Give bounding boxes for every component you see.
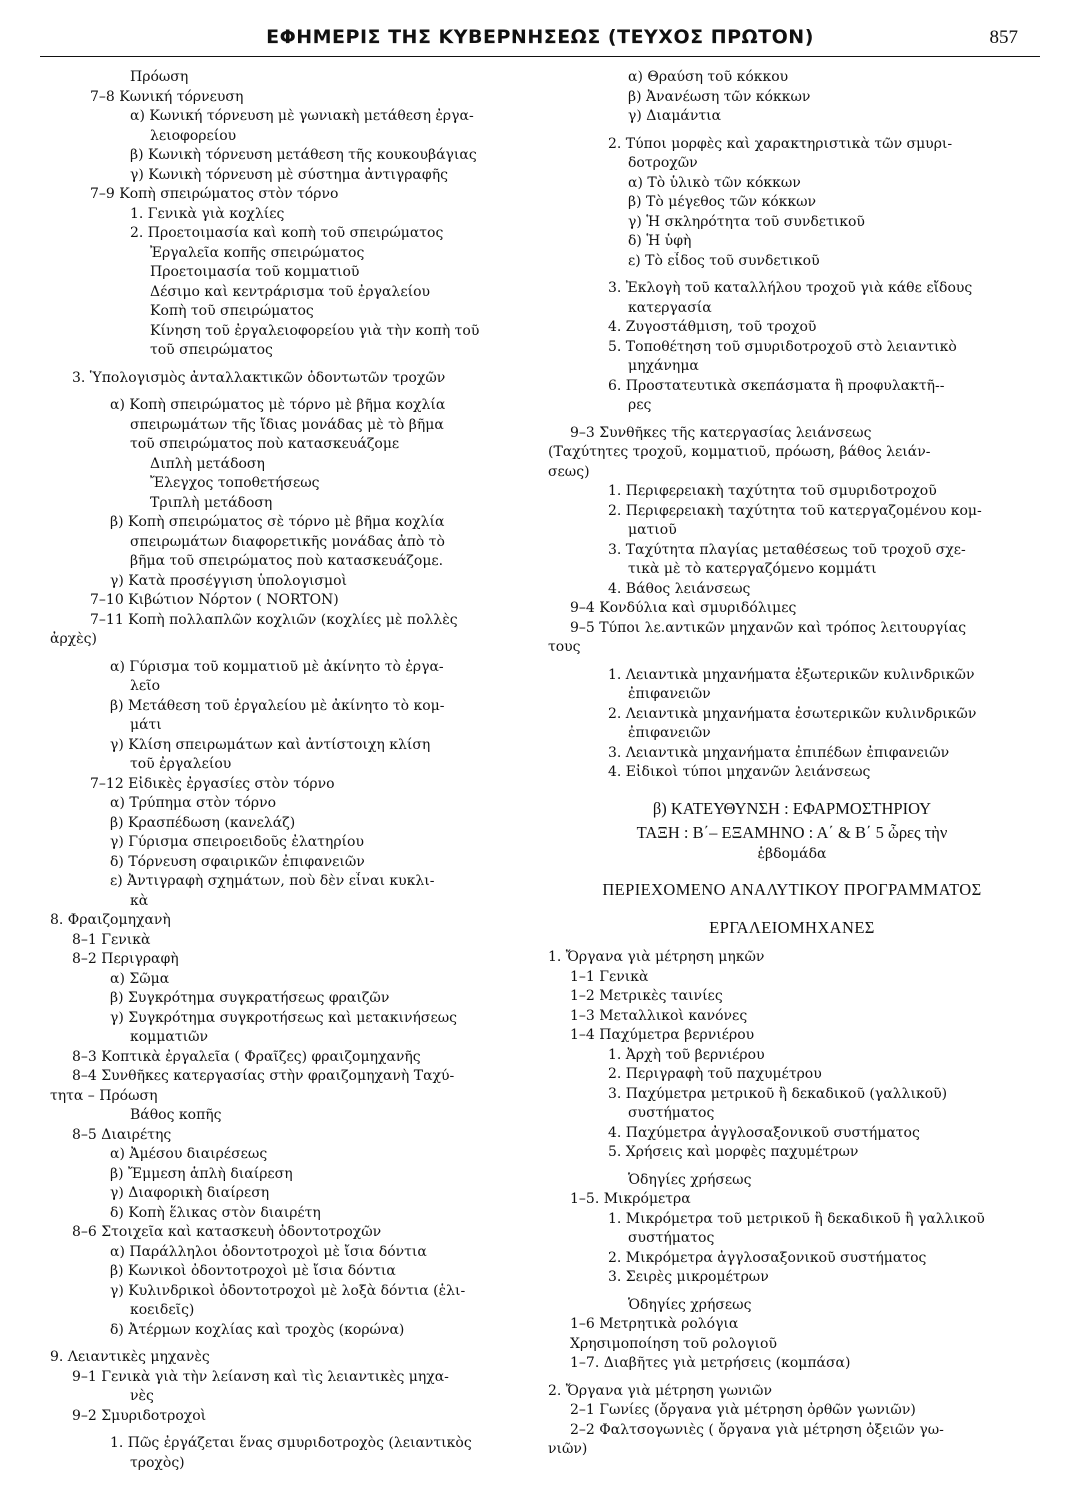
section-heading: 7–9 Κοπὴ σπειρώματος στὸν τόρνο	[90, 186, 339, 202]
machine-tools-heading: ΕΡΓΑΛΕΙΟΜΗΧΑΝΕΣ	[709, 918, 875, 937]
section-heading: 1–1 Γενικὰ	[570, 968, 649, 985]
section-heading: 8–2 Περιγραφὴ	[72, 951, 179, 967]
text-line: 2. Μικρόμετρα ἀγγλοσαξονικοῦ συστήματος	[608, 1249, 927, 1266]
page-number: 857	[989, 27, 1018, 48]
right-column	[548, 68, 1036, 1460]
text-line: λειοφορείου	[150, 127, 237, 144]
text-line: α) Θραύση τοῦ κόκκου	[628, 69, 789, 85]
text-line: Κοπὴ τοῦ σπειρώματος	[150, 303, 314, 319]
text-line: α) Κωνική τόρνευση μὲ γωνιακὴ μετάθεση ἐργα-	[130, 108, 474, 124]
section-heading: 7–11 Κοπὴ πολλαπλῶν κοχλιῶν (κοχλίες μὲ πολλὲς	[90, 611, 458, 628]
text-line: 4. Ζυγοστάθμιση, τοῦ τροχοῦ	[608, 319, 817, 335]
text-line: κατεργασία	[628, 299, 712, 316]
text-line: γ) Κωνικὴ τόρνευση μὲ σύστημα ἀντιγραφῆς	[130, 166, 448, 183]
section-heading: 8–6 Στοιχεῖα καὶ κατασκευὴ ὀδοντοτροχῶν	[72, 1224, 382, 1240]
text-line: δ) Ἡ ὑφὴ	[628, 233, 692, 249]
text-line: Ὁδηγίες χρήσεως	[628, 1171, 752, 1188]
text-line: γ) Γύρισμα σπειροειδοῦς ἐλατηρίου	[110, 834, 364, 850]
text-line: λεῖο	[130, 678, 161, 694]
text-line: ἐπιφανειῶν	[628, 686, 711, 702]
text-line: τοῦ σπειρώματος ποὺ κατασκευάζομε	[130, 436, 400, 452]
text-line: 5. Τοποθέτηση τοῦ σμυριδοτροχοῦ στὸ λειαντικὸ	[608, 338, 957, 355]
section-heading: 9–3 Συνθῆκες τῆς κατεργασίας λειάνσεως	[570, 424, 872, 441]
text-line: 1. Λειαντικὰ μηχανήματα ἐξωτερικῶν κυλινδρικῶν	[608, 666, 975, 683]
text-line: γ) Κλίση σπειρωμάτων καὶ ἀντίστοιχη κλίση	[110, 736, 431, 753]
text-line: κὰ	[130, 892, 149, 909]
left-column	[50, 68, 538, 1473]
text-line: σπειρωμάτων διαφορετικῆς μονάδας ἀπὸ τὸ	[130, 533, 445, 550]
direction-heading: β) ΚΑΤΕΥΘΥΝΣΗ : ΕΦΑΡΜΟΣΤΗΡΙΟΥ	[652, 798, 932, 818]
text-line: β) Ἀνανέωση τῶν κόκκων	[628, 88, 811, 105]
text-line: 2. Περιγραφὴ τοῦ παχυμέτρου	[608, 1066, 822, 1082]
gazette-title: ΕΦΗΜΕΡΙΣ ΤΗΣ ΚΥΒΕΡΝΗΣΕΩΣ (ΤΕΥΧΟΣ ΠΡΩΤΟΝ)	[266, 26, 814, 48]
chapter-heading: 1. Ὄργανα γιὰ μέτρηση μηκῶν	[548, 949, 765, 965]
section-heading: 9–1 Γενικὰ γιὰ τὴν λείανση καὶ τὶς λειαντικὲς μηχα-	[72, 1368, 449, 1385]
text-line: σπειρωμάτων τῆς ἴδιας μονάδας μὲ τὸ βῆμα	[130, 416, 444, 433]
text-line: ε) Τὸ εἶδος τοῦ συνδετικοῦ	[628, 252, 820, 269]
text-line: τητα – Πρόωση	[50, 1087, 158, 1104]
section-heading: 9–5 Τύποι λε.αντικῶν μηχανῶν καὶ τρόπος λειτουργίας	[570, 619, 967, 636]
text-line: τοῦ σπειρώματος	[150, 342, 273, 358]
text-line: Βάθος κοπῆς	[130, 1107, 222, 1123]
text-line: κοειδεῖς)	[130, 1302, 195, 1318]
text-line: ρες	[628, 397, 652, 413]
section-heading: 1–2 Μετρικὲς ταινίες	[570, 988, 723, 1004]
section-heading: 9–2 Σμυριδοτροχοὶ	[72, 1407, 207, 1424]
text-line: Χρησιμοποίηση τοῦ ρολογιοῦ	[570, 1335, 777, 1352]
text-line: 3. Ἐκλογὴ τοῦ καταλλήλου τροχοῦ γιὰ κάθε εἴδους	[608, 280, 973, 296]
text-line: β) Κωνικοὶ ὀδοντοτροχοὶ μὲ ἴσια δόντια	[110, 1263, 396, 1279]
header-rule	[40, 56, 1040, 57]
text-line: Πρόωση	[130, 69, 189, 85]
class-semester-line-cont: ἑβδομάδα	[757, 845, 827, 862]
section-heading: 8–4 Συνθῆκες κατεργασίας στὴν φραιζομηχανὴ Ταχύ-	[72, 1068, 455, 1084]
text-line: σεως)	[548, 463, 590, 480]
text-line: ε) Ἀντιγραφὴ σχημάτων, ποὺ δὲν εἶναι κυκλι-	[110, 873, 435, 889]
text-line: ἐπιφανειῶν	[628, 725, 711, 741]
text-line: 1. Περιφερειακὴ ταχύτητα τοῦ σμυριδοτροχοῦ	[608, 483, 937, 499]
section-heading: 1–3 Μεταλλικοὶ κανόνες	[570, 1007, 748, 1024]
text-line: 3. Ταχύτητα πλαγίας μεταθέσεως τοῦ τροχοῦ σχε-	[608, 541, 966, 558]
text-line: α) Γύρισμα τοῦ κομματιοῦ μὲ ἀκίνητο τὸ ἐργα-	[110, 658, 444, 675]
text-line: β) Τὸ μέγεθος τῶν κόκκων	[628, 194, 817, 210]
text-line: α) Τὸ ὑλικὸ τῶν κόκκων	[628, 174, 801, 191]
text-line: γ) Κατὰ προσέγγιση ὑπολογισμοὶ	[110, 572, 348, 589]
section-heading: 1–4 Παχύμετρα βερνιέρου	[570, 1027, 755, 1043]
text-line: Δέσιμο καὶ κεντράρισμα τοῦ ἐργαλείου	[150, 283, 431, 300]
text-line: 4. Παχύμετρα ἀγγλοσαξονικοῦ συστήματος	[608, 1124, 920, 1141]
section-heading: 7–8 Κωνική τόρνευση	[90, 88, 244, 105]
text-line: κομματιῶν	[130, 1029, 208, 1045]
chapter-heading: 9. Λειαντικὲς μηχανὲς	[50, 1349, 210, 1365]
curriculum-heading: ΠΕΡΙΕΧΟΜΕΝΟ ΑΝΑΛΥΤΙΚΟΥ ΠΡΟΓΡΑΜΜΑΤΟΣ	[602, 880, 982, 899]
text-line: 2. Περιφερειακὴ ταχύτητα τοῦ κατεργαζομένου κομ-	[608, 502, 982, 519]
text-line: δ) Ἀτέρμων κοχλίας καὶ τροχὸς (κορώνα)	[110, 1321, 405, 1338]
text-line: συστήματος	[628, 1105, 715, 1121]
section-heading: 2–2 Φαλτσογωνιὲς ( ὄργανα γιὰ μέτρηση ὀξειῶν γω-	[570, 1421, 944, 1438]
text-line: α) Ἀμέσου διαιρέσεως	[110, 1146, 268, 1162]
text-line: 1. Μικρόμετρα τοῦ μετρικοῦ ἢ δεκαδικοῦ ἢ γαλλικοῦ	[608, 1210, 985, 1227]
text-line: νὲς	[130, 1388, 154, 1404]
text-line: τοῦ ἐργαλείου	[130, 756, 232, 772]
text-line: 3. Σειρὲς μικρομέτρων	[608, 1269, 769, 1285]
chapter-heading: 2. Ὄργανα γιὰ μέτρηση γωνιῶν	[548, 1382, 772, 1399]
text-line: β) Κρασπέδωση (κανελάζ)	[110, 814, 296, 831]
text-line: συστήματος	[628, 1230, 715, 1246]
section-heading: 8–1 Γενικὰ	[72, 931, 151, 948]
text-line: α) Παράλληλοι ὀδοντοτροχοὶ μὲ ἴσια δόντια	[110, 1243, 427, 1260]
text-line: γ) Διαμάντια	[628, 108, 722, 124]
section-heading: 3. Ὑπολογισμὸς ἀνταλλακτικῶν ὀδοντωτῶν τροχῶν	[72, 369, 446, 386]
section-heading: 8–3 Κοπτικὰ ἐργαλεῖα ( Φραῖζες) φραιζομηχανῆς	[72, 1048, 421, 1065]
text-line: Ἐργαλεῖα κοπῆς σπειρώματος	[150, 244, 365, 261]
text-line: νιῶν)	[548, 1441, 588, 1457]
class-semester-line: ΤΑΞΗ : Β΄– ΕΞΑΜΗΝΟ : Α΄ & Β΄ 5 ὧρες τὴν	[636, 822, 948, 842]
text-line: β) Ἔμμεση ἁπλὴ διαίρεση	[110, 1165, 293, 1182]
section-heading: 1–5. Μικρόμετρα	[570, 1191, 691, 1207]
text-line: 4. Βάθος λειάνσεως	[608, 580, 751, 597]
section-heading: 8–5 Διαιρέτης	[72, 1126, 172, 1143]
text-line: β) Κωνικὴ τόρνευση μετάθεση τῆς κουκουβάγιας	[130, 147, 477, 163]
text-line: γ) Ἡ σκληρότητα τοῦ συνδετικοῦ	[628, 213, 865, 230]
text-line: μηχάνημα	[628, 358, 699, 374]
text-line: β) Κοπὴ σπειρώματος σὲ τόρνο μὲ βῆμα κοχλία	[110, 514, 445, 530]
text-line: α) Τρύπημα στὸν τόρνο	[110, 795, 277, 811]
text-line: ἀρχὲς)	[50, 631, 97, 647]
text-line: 3. Παχύμετρα μετρικοῦ ἢ δεκαδικοῦ (γαλλικοῦ)	[608, 1085, 948, 1102]
text-line: 2. Λειαντικὰ μηχανήματα ἐσωτερικῶν κυλινδρικῶν	[608, 705, 977, 722]
chapter-heading: 8. Φραιζομηχανὴ	[50, 912, 171, 928]
text-line: δ) Κοπὴ ἕλικας στὸν διαιρέτη	[110, 1204, 321, 1221]
text-line: γ) Κυλινδρικοὶ ὀδοντοτροχοὶ μὲ λοξὰ δόντια (ἑλι-	[110, 1282, 466, 1299]
text-line: μάτι	[130, 717, 162, 733]
text-line: α) Κοπὴ σπειρώματος μὲ τόρνο μὲ βῆμα κοχλία	[110, 397, 446, 413]
section-heading: 1–6 Μετρητικὰ ρολόγια	[570, 1316, 739, 1332]
section-heading: 9–4 Κονδύλια καὶ σμυριδόλιμες	[570, 600, 797, 616]
text-line: γ) Συγκρότημα συγκροτήσεως καὶ μετακινήσεως	[110, 1009, 457, 1026]
text-line: τροχὸς)	[130, 1454, 185, 1471]
text-line: Κίνηση τοῦ ἐργαλειοφορείου γιὰ τὴν κοπὴ τοῦ	[150, 322, 480, 339]
text-line: Προετοιμασία τοῦ κομματιοῦ	[150, 264, 360, 280]
text-line: 2. Προετοιμασία καὶ κοπὴ τοῦ σπειρώματος	[130, 225, 444, 241]
text-line: 3. Λειαντικὰ μηχανήματα ἐπιπέδων ἐπιφανειῶν	[608, 744, 950, 761]
text-line: τικὰ μὲ τὸ κατεργαζόμενο κομμάτι	[628, 561, 877, 577]
text-line: γ) Διαφορικὴ διαίρεση	[110, 1185, 270, 1201]
text-line: 6. Προστατευτικὰ σκεπάσματα ἢ προφυλακτῆ--	[608, 377, 945, 394]
text-line: 1. Γενικὰ γιὰ κοχλίες	[130, 205, 285, 222]
section-heading: 2–1 Γωνίες (ὄργανα γιὰ μέτρηση ὀρθῶν γωνιῶν)	[570, 1402, 916, 1418]
text-line: Τριπλὴ μετάδοση	[150, 494, 273, 511]
text-line: 5. Χρήσεις καὶ μορφὲς παχυμέτρων	[608, 1144, 859, 1160]
text-line: δ) Τόρνευση σφαιρικῶν ἐπιφανειῶν	[110, 853, 365, 870]
text-line: Ὁδηγίες χρήσεως	[628, 1296, 752, 1313]
text-line: βῆμα τοῦ σπειρώματος ποὺ κατασκευάζομε.	[130, 553, 444, 569]
text-line: α) Σῶμα	[110, 970, 170, 987]
text-line: β) Συγκρότημα συγκρατήσεως φραιζῶν	[110, 990, 390, 1006]
text-line: β) Μετάθεση τοῦ ἐργαλείου μὲ ἀκίνητο τὸ κομ-	[110, 697, 445, 714]
section-heading: 7–12 Εἰδικὲς ἐργασίες στὸν τόρνο	[90, 775, 335, 792]
section-heading: 1–7. Διαβῆτες γιὰ μετρήσεις (κομπάσα)	[570, 1355, 851, 1371]
text-line: 1. Πῶς ἐργάζεται ἕνας σμυριδοτροχὸς (λειαντικὸς	[110, 1435, 472, 1451]
text-line: ματιοῦ	[628, 522, 677, 538]
text-line: δοτροχῶν	[628, 155, 698, 171]
section-heading: 7–10 Κιβώτιον Νόρτον ( NORTON)	[90, 592, 339, 608]
text-line: 1. Ἀρχὴ τοῦ βερνιέρου	[608, 1046, 765, 1063]
page-header	[40, 20, 1040, 56]
text-line: Διπλὴ μετάδοση	[150, 455, 265, 472]
text-line: (Ταχύτητες τροχοῦ, κομματιοῦ, πρόωση, βάθος λειάν-	[548, 444, 931, 460]
text-line: 4. Εἰδικοὶ τύποι μηχανῶν λειάνσεως	[608, 764, 871, 780]
text-line: 2. Τύποι μορφὲς καὶ χαρακτηριστικὰ τῶν σμυρι-	[608, 135, 953, 152]
text-line: τους	[548, 639, 581, 655]
text-line: Ἔλεγχος τοποθετήσεως	[150, 475, 320, 491]
